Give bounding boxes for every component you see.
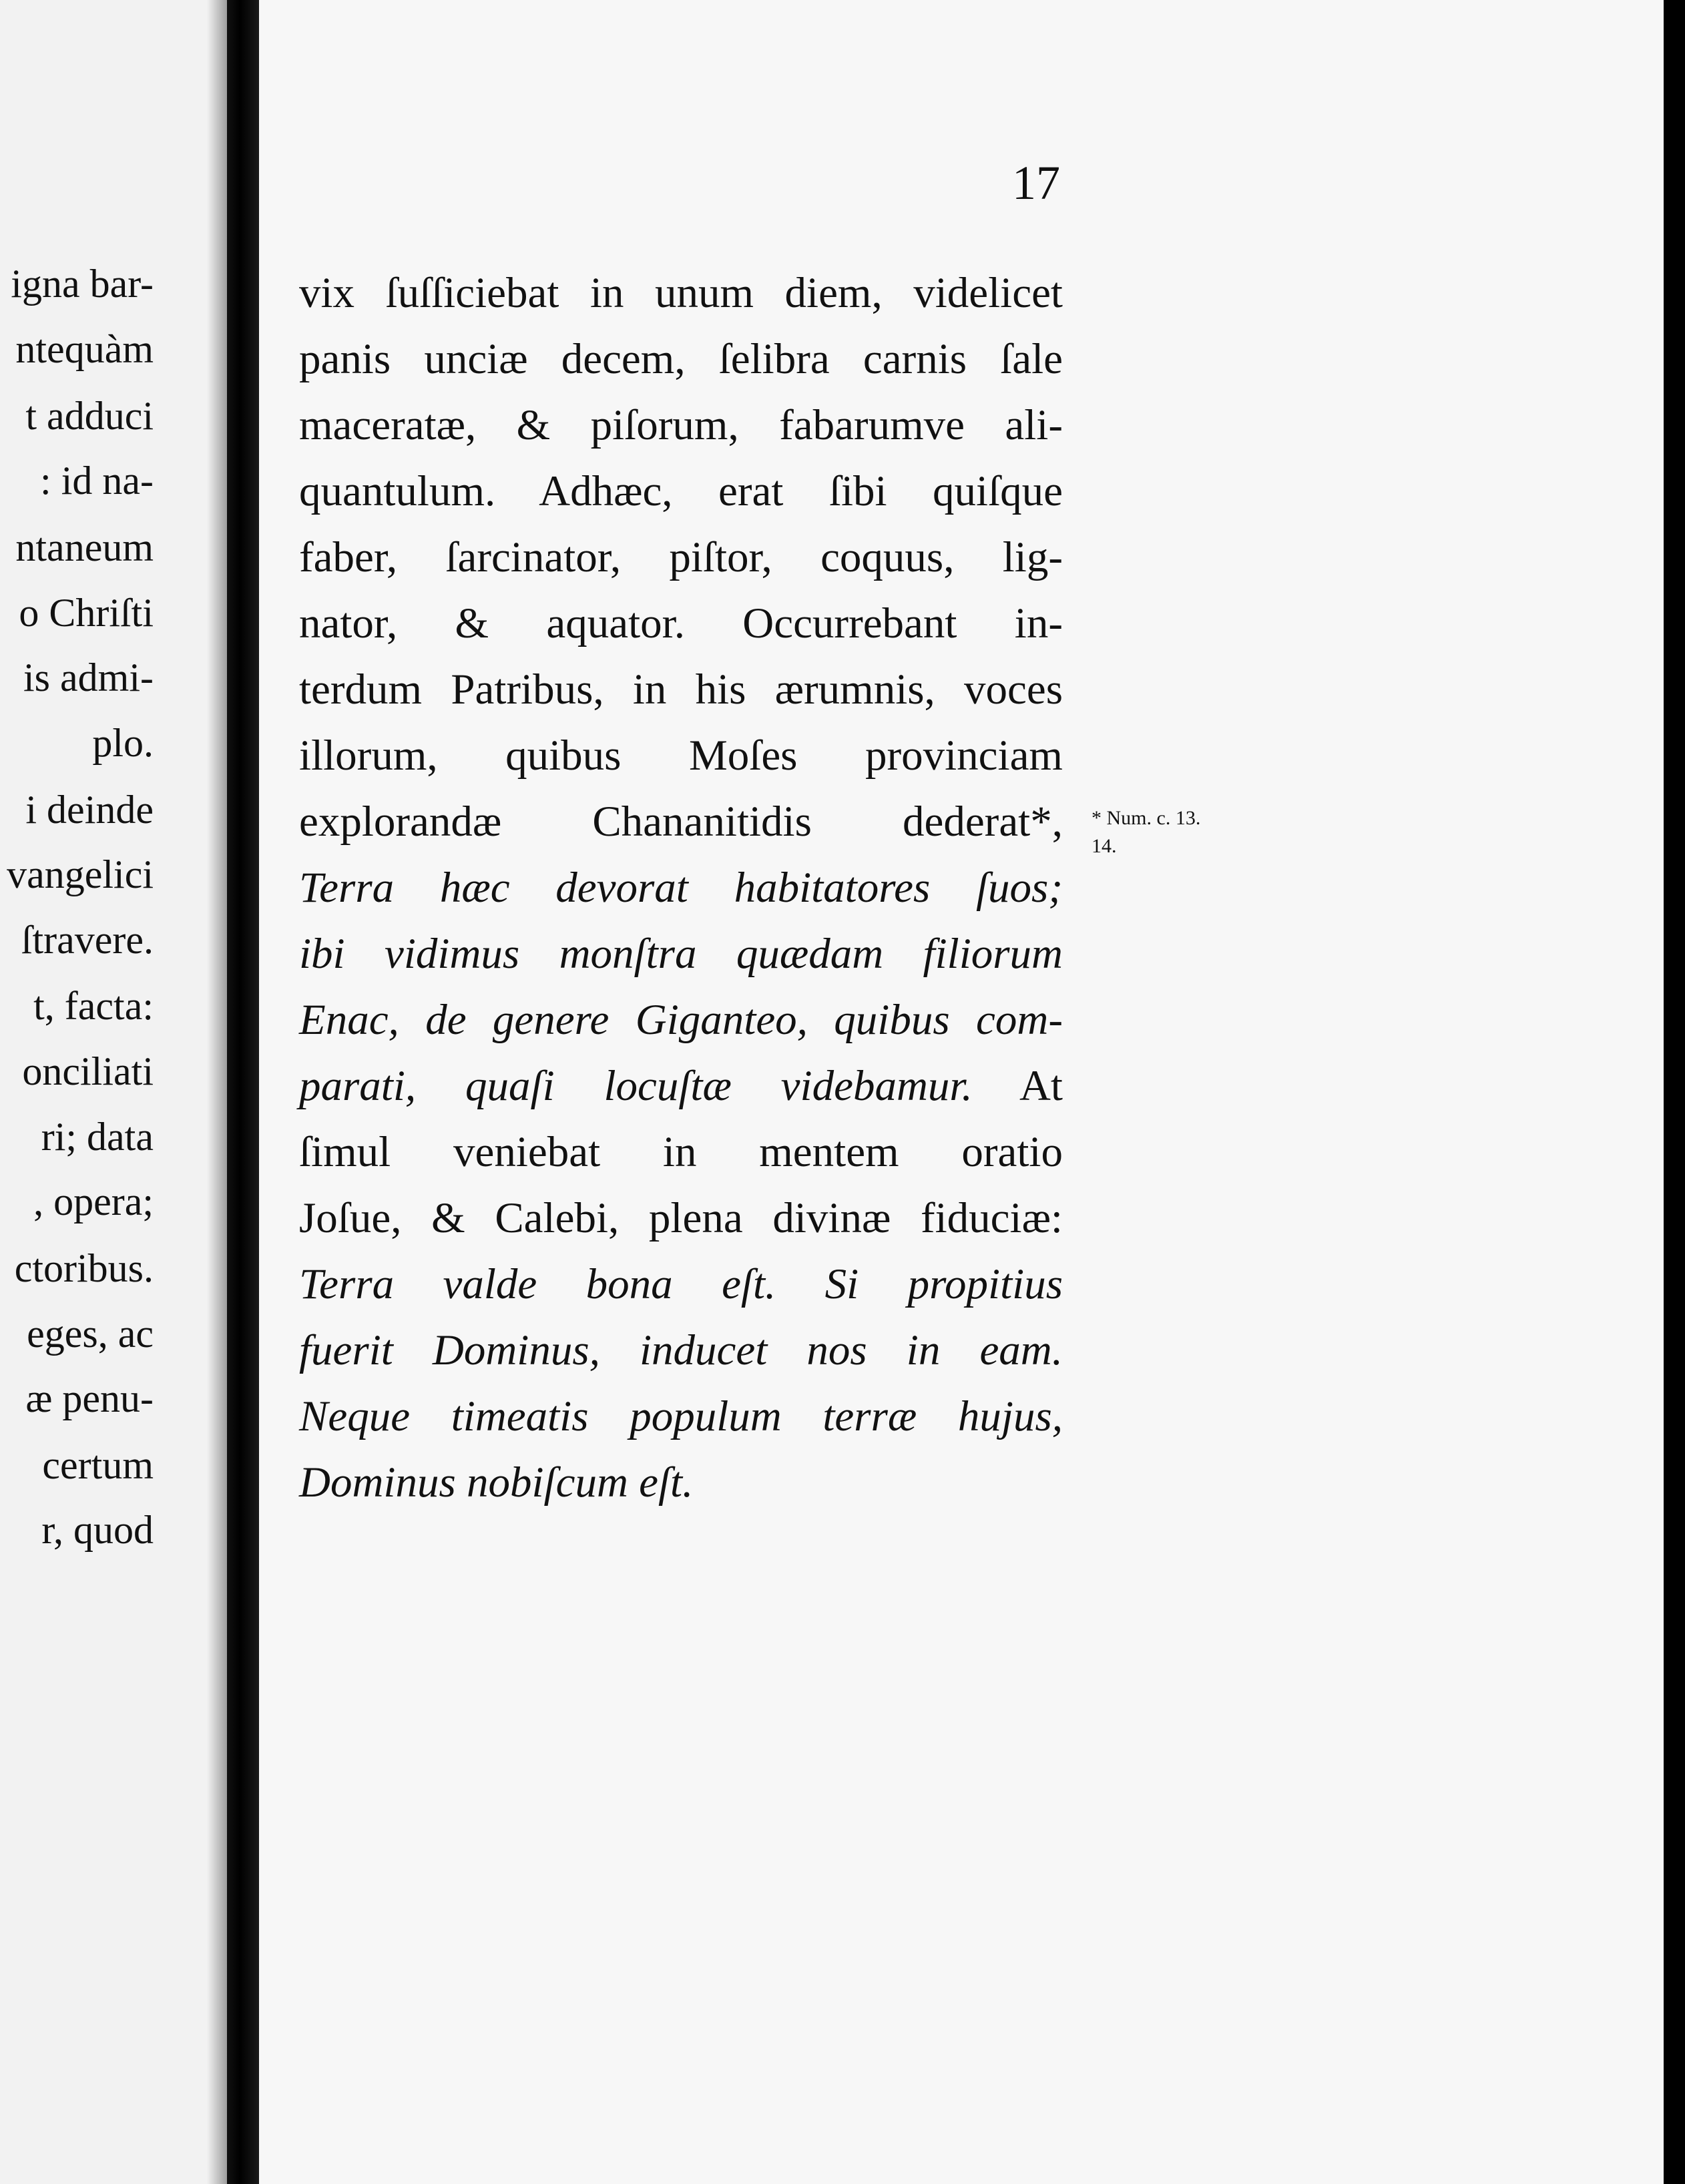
text-line: terdum Patribus, in his ærumnis, voces: [299, 665, 1063, 714]
left-page-line: onciliati: [22, 1049, 154, 1093]
left-page-line: : id na-: [40, 459, 154, 503]
left-page-line: o Chriſti: [19, 591, 154, 635]
italic-phrase: parati, quaſi locuſtæ videbamur.: [299, 1062, 973, 1110]
page-number: 17: [1012, 156, 1060, 210]
left-page-line: t adduci: [25, 394, 154, 438]
text-line: Dominus nobiſcum eſt.: [299, 1458, 694, 1507]
left-page-line: t, facta:: [33, 984, 154, 1028]
left-page-line: is admi-: [23, 655, 154, 700]
text-line: quantulum. Adhæc, erat ſibi quiſque: [299, 467, 1063, 515]
left-page-line: ntequàm: [15, 327, 154, 371]
left-page-line: i deinde: [25, 788, 154, 832]
left-page-fragment: [0, 0, 227, 2184]
text-line: explorandæ Chananitidis dederat*,: [299, 798, 1063, 846]
left-page-line: , opera;: [33, 1179, 154, 1223]
left-page-line: igna bar-: [11, 262, 154, 306]
text-line: Joſue, & Calebi, plena divinæ fiduciæ:: [299, 1194, 1063, 1242]
scan-edge: [1664, 0, 1685, 2184]
left-page-line: æ penu-: [25, 1376, 154, 1420]
marginal-note: [1092, 804, 1200, 860]
left-page-line: plo.: [92, 721, 154, 765]
text-line: Terra valde bona eſt. Si propitius: [299, 1260, 1063, 1308]
marginal-note-line: 14.: [1092, 835, 1117, 857]
left-page-line: ri; data: [41, 1115, 154, 1159]
text-line: panis unciæ decem, ſelibra carnis ſale: [299, 335, 1063, 383]
text-line: nator, & aquator. Occurrebant in-: [299, 599, 1063, 647]
text-line: parati, quaſi locuſtæ videbamur. At: [299, 1062, 1063, 1110]
text-line: Neque timeatis populum terræ hujus,: [299, 1392, 1063, 1440]
text-line: Enac, de genere Giganteo, quibus com-: [299, 996, 1063, 1044]
text-line: illorum, quibus Moſes provinciam: [299, 732, 1063, 780]
left-page-line: vangelici: [7, 852, 154, 896]
text-line: faber, ſarcinator, piſtor, coquus, lig-: [299, 533, 1063, 581]
left-page-line: ctoribus.: [14, 1246, 154, 1290]
main-text-block: [299, 260, 1063, 1516]
page-edge-shadow: [207, 0, 227, 2184]
left-page-line: ntaneum: [15, 525, 154, 569]
left-page-line: ſtravere.: [21, 918, 154, 962]
text-line: ſimul veniebat in mentem oratio: [299, 1128, 1063, 1176]
left-page-line: r, quod: [41, 1508, 154, 1552]
text-line: Terra hæc devorat habitatores ſuos;: [299, 864, 1063, 912]
text-line: ibi vidimus monſtra quædam filiorum: [299, 930, 1063, 978]
left-page-line: eges, ac: [27, 1312, 154, 1356]
text-line: fuerit Dominus, inducet nos in eam.: [299, 1326, 1063, 1374]
left-page-line: certum: [42, 1443, 154, 1487]
book-gutter: [227, 0, 259, 2184]
right-page: [259, 0, 1664, 2184]
marginal-note-line: * Num. c. 13.: [1092, 807, 1201, 829]
text-line: vix ſuſſiciebat in unum diem, videlicet: [299, 269, 1063, 317]
text-line: maceratæ, & piſorum, fabarumve ali-: [299, 401, 1063, 449]
